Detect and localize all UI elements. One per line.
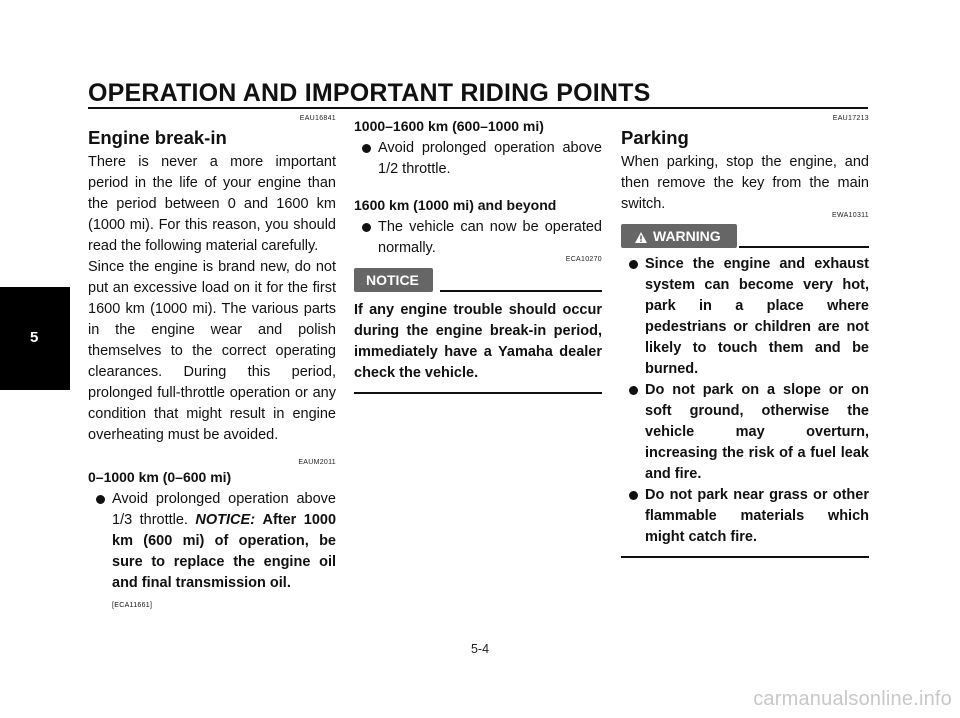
warning-label: WARNING [653,228,721,244]
parking-paragraph: When parking, stop the engine, and then remove the key from the main switch. [621,154,869,212]
watermark: carmanualsonline.info [753,688,952,710]
notice-inline-label: NOTICE: [195,512,256,528]
bullet-text: Avoid prolonged operation above 1/2 throttle. [378,140,602,177]
notice-end-rule [354,392,602,394]
intro-paragraph: There is never a more important period in the life of your engine than the period between 0 and 1600 km (1000 mi). For this reason, you should read the following material carefully. [88,154,336,254]
notice-code: ECA10270 [565,256,602,263]
caution-reference-code: [ECA11661] [112,602,153,609]
notice-rule [440,290,602,292]
page-number: 5-4 [470,642,490,656]
detail-paragraph: Since the engine is brand new, do not put an excessive load on it for the first 1600 km (1000 mi). The various parts in the engine wear and polish themselves to the correct operating clearances. During this period, prolonged full-throttle operation or any condition that might result in engine overheating must be avoided. [88,259,336,443]
subheading-1600-beyond: 1600 km (1000 mi) and beyond [354,197,557,213]
bullet-text: The vehicle can now be operated normally. [378,219,602,256]
bullet-icon [629,260,638,269]
section-heading-parking: Parking [621,127,689,148]
warning-label-box [621,224,737,248]
bullet-icon [362,223,371,232]
list-item [621,380,869,485]
page-header-title: OPERATION AND IMPORTANT RIDING POINTS [88,79,651,107]
column-break-in-continued [354,114,602,394]
bullet-icon [629,386,638,395]
bullet-text: Do not park near grass or other flammable materials which might catch fire. [645,487,869,545]
bullet-icon [362,144,371,153]
warning-code: EWA10311 [831,212,869,219]
header-rule [88,107,868,109]
column-engine-break-in [88,114,336,609]
list-item [354,138,602,180]
subheading-0-1000: 0–1000 km (0–600 mi) [88,469,232,485]
warning-rule [739,246,869,248]
notice-banner [354,268,602,292]
bullet-text: Avoid prolonged operation above 1/3 throttle. [112,491,336,528]
bullet-text: Since the engine and exhaust system can become very hot, park in a place where pedestrians or children are not likely to touch them and be burned. [645,256,869,377]
section-tab [0,287,70,390]
section-code: EAU16841 [299,115,336,122]
bullet-icon [629,491,638,500]
section-tab-number: 5 [30,329,39,346]
warning-banner [621,224,869,248]
bullet-text: Do not park on a slope or on soft ground, otherwise the vehicle may overturn, increasing the risk of a fuel leak and fire. [645,382,869,482]
list-item [621,485,869,548]
notice-label: NOTICE [354,268,433,292]
list-item [88,489,336,594]
section-heading-break-in: Engine break-in [88,127,227,148]
list-item [354,217,602,259]
warning-end-rule [621,556,869,558]
section-code: EAU17213 [832,115,869,122]
bullet-icon [96,495,105,504]
subsection-code: EAUM2011 [298,459,336,466]
warning-triangle-icon [635,232,647,243]
notice-text: If any engine trouble should occur during the engine break-in period, immediately have a Yamaha dealer check the vehicle. [354,302,602,381]
subheading-1000-1600: 1000–1600 km (600–1000 mi) [354,118,544,134]
notice-inline-text: After 1000 km (600 mi) of operation, be sure to replace the engine oil and final transmission oil. [112,512,337,591]
warning-list [621,254,869,548]
list-item [621,254,869,380]
column-parking [621,114,869,558]
